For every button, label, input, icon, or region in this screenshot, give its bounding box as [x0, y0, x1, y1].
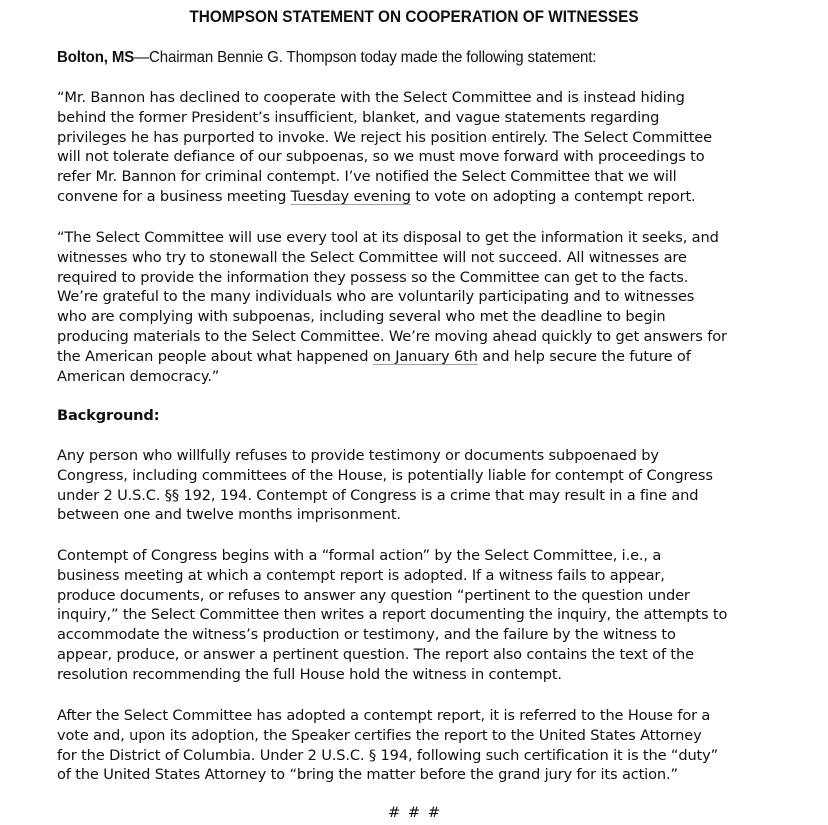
background-heading: Background:: [57, 407, 160, 424]
text-line: We’re grateful to the many individuals who are voluntarily participating and to witnesses: [57, 288, 695, 306]
text-line: [57, 347, 787, 367]
text-line: behind the former President’s insufficient, blanket, and vague statements regarding: [57, 108, 660, 126]
text-line: witnesses who try to stonewall the Select Committee will not succeed. All witnesses are: [57, 248, 687, 266]
text-line: will not tolerate defiance of our subpoenas, so we must move forward with proceedings to: [57, 148, 705, 166]
text-line: between one and twelve months imprisonment.: [57, 506, 401, 524]
dateline-location: Bolton, MS: [57, 49, 135, 66]
text-line: Any person who willfully refuses to provide testimony or documents subpoenaed by: [57, 447, 659, 464]
text-line: After the Select Committee has adopted a contempt report, it is referred to the House for a: [57, 707, 711, 724]
text-line: vote and, upon its adoption, the Speaker certifies the report to the United States Attorney: [57, 726, 702, 744]
text-line: inquiry,” the Select Committee then writes a report documenting the inquiry, the attempts to: [57, 606, 728, 624]
text-segment: and help secure the future of: [477, 347, 691, 365]
text-line: producing materials to the Select Committee. We’re moving ahead quickly to get answers for: [57, 327, 727, 345]
quote-paragraph-1: [57, 88, 787, 207]
text-line: privileges he has purported to invoke. We reject his position entirely. The Select Committee: [57, 128, 712, 146]
background-paragraph-2: [57, 546, 787, 685]
dateline: [57, 48, 771, 68]
text-line: “Mr. Bannon has declined to cooperate with the Select Committee and is instead hiding: [57, 89, 685, 106]
text-line: produce documents, or refuses to answer any question “pertinent to the question under: [57, 586, 690, 604]
text-line: for the District of Columbia. Under 2 U.S.C. § 194, following such certification it is the “duty”: [57, 746, 719, 764]
text-line: [57, 187, 787, 207]
text-segment: to vote on adopting a contempt report.: [410, 187, 696, 205]
text-line: required to provide the information they possess so the Committee can get to the facts.: [57, 268, 689, 286]
text-line: “The Select Committee will use every tool at its disposal to get the information it seeks, and: [57, 229, 719, 246]
dateline-separator: —: [134, 49, 150, 66]
text-line: under 2 U.S.C. §§ 192, 194. Contempt of Congress is a crime that may result in a fine and: [57, 486, 699, 504]
end-mark: # # #: [388, 804, 440, 821]
text-line: accommodate the witness’s production or testimony, and the failure by the witness to: [57, 626, 676, 644]
text-segment: convene for a business meeting: [57, 187, 291, 205]
page-title: THOMPSON STATEMENT ON COOPERATION OF WITNESSES: [189, 8, 639, 26]
text-line: Congress, including committees of the House, is potentially liable for contempt of Congress: [57, 466, 713, 484]
tuesday-evening-link[interactable]: Tuesday evening: [290, 187, 411, 205]
text-line: Contempt of Congress begins with a “formal action” by the Select Committee, i.e., a: [57, 547, 662, 564]
text-line: resolution recommending the full House hold the witness in contempt.: [57, 665, 562, 683]
text-line: refer Mr. Bannon for criminal contempt. I’ve notified the Select Committee that we will: [57, 168, 677, 186]
quote-paragraph-2: [57, 228, 787, 386]
text-line: who are complying with subpoenas, including several who met the deadline to begin: [57, 308, 666, 326]
text-line: appear, produce, or answer a pertinent question. The report also contains the text of the: [57, 645, 694, 663]
january-6th-link[interactable]: on January 6th: [372, 347, 478, 365]
background-paragraph-1: [57, 446, 787, 525]
text-line: of the United States Attorney to “bring the matter before the grand jury for its action.”: [57, 766, 678, 784]
background-paragraph-3: [57, 706, 787, 785]
text-line: American democracy.”: [57, 367, 220, 385]
text-line: business meeting at which a contempt report is adopted. If a witness fails to appear,: [57, 566, 665, 584]
text-segment: the American people about what happened: [57, 347, 373, 365]
dateline-lead: Chairman Bennie G. Thompson today made the following statement:: [149, 49, 597, 66]
